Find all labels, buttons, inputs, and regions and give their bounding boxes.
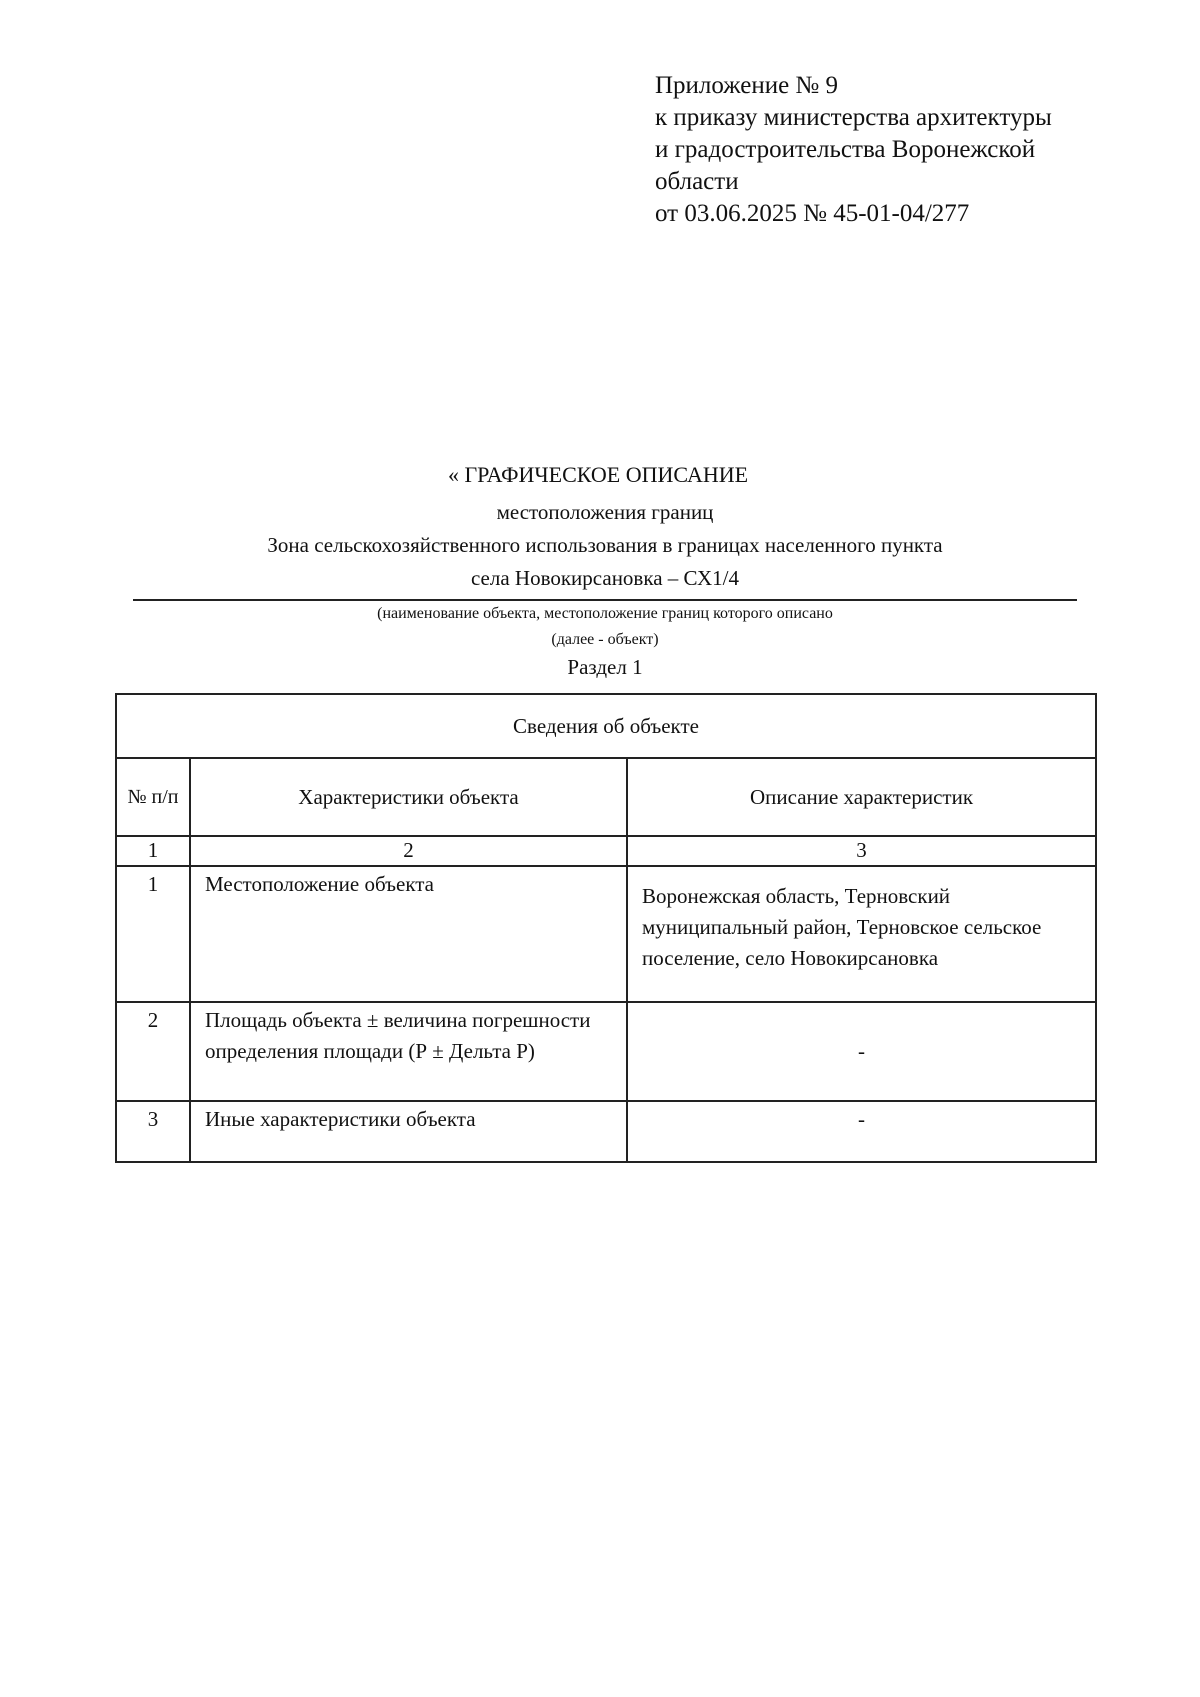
appendix-block — [655, 70, 1125, 230]
appendix-line: Приложение № 9 — [655, 72, 839, 99]
header-characteristic: Характеристики объекта — [190, 758, 627, 836]
appendix-line: области — [655, 168, 739, 195]
column-number: 2 — [190, 836, 627, 866]
row-number: 2 — [116, 1002, 190, 1101]
heading-line: местоположения границ — [496, 500, 714, 524]
appendix-line: и градостроительства Воронежской — [655, 136, 1036, 163]
heading-note: (далее - объект) — [551, 631, 659, 648]
row-description: - — [627, 1002, 1096, 1101]
column-number-row — [116, 836, 1096, 866]
header-description: Описание характеристик — [627, 758, 1096, 836]
table-header-row — [116, 758, 1096, 836]
row-number: 1 — [116, 866, 190, 1002]
table-row — [116, 1101, 1096, 1162]
heading-note: (наименование объекта, местоположение границ которого описано — [377, 605, 833, 622]
table-row — [116, 1002, 1096, 1101]
header-num: № п/п — [116, 758, 190, 836]
section-title: Раздел 1 — [567, 655, 643, 679]
appendix-line: от 03.06.2025 № 45-01-04/277 — [655, 200, 970, 227]
row-description: Воронежская область, Терновский муниципальный район, Терновское сельское поселение, село Новокирсановка — [627, 866, 1096, 1002]
heading-line: Зона сельскохозяйственного использования в границах населенного пункта — [267, 533, 943, 557]
document-heading — [133, 460, 1077, 653]
row-description: - — [627, 1101, 1096, 1162]
row-characteristic: Иные характеристики объекта — [190, 1101, 627, 1162]
column-number: 1 — [116, 836, 190, 866]
appendix-line: к приказу министерства архитектуры — [655, 104, 1052, 131]
row-characteristic: Местоположение объекта — [190, 866, 627, 1002]
row-characteristic: Площадь объекта ± величина погрешности определения площади (Р ± Дельта Р) — [190, 1002, 627, 1101]
column-number: 3 — [627, 836, 1096, 866]
row-number: 3 — [116, 1101, 190, 1162]
table-row — [116, 866, 1096, 1002]
document-title: « ГРАФИЧЕСКОЕ ОПИСАНИЕ — [447, 462, 749, 487]
object-info-table — [115, 693, 1097, 1163]
heading-line: села Новокирсановка – СХ1/4 — [470, 566, 740, 590]
table-caption: Сведения об объекте — [116, 694, 1096, 758]
